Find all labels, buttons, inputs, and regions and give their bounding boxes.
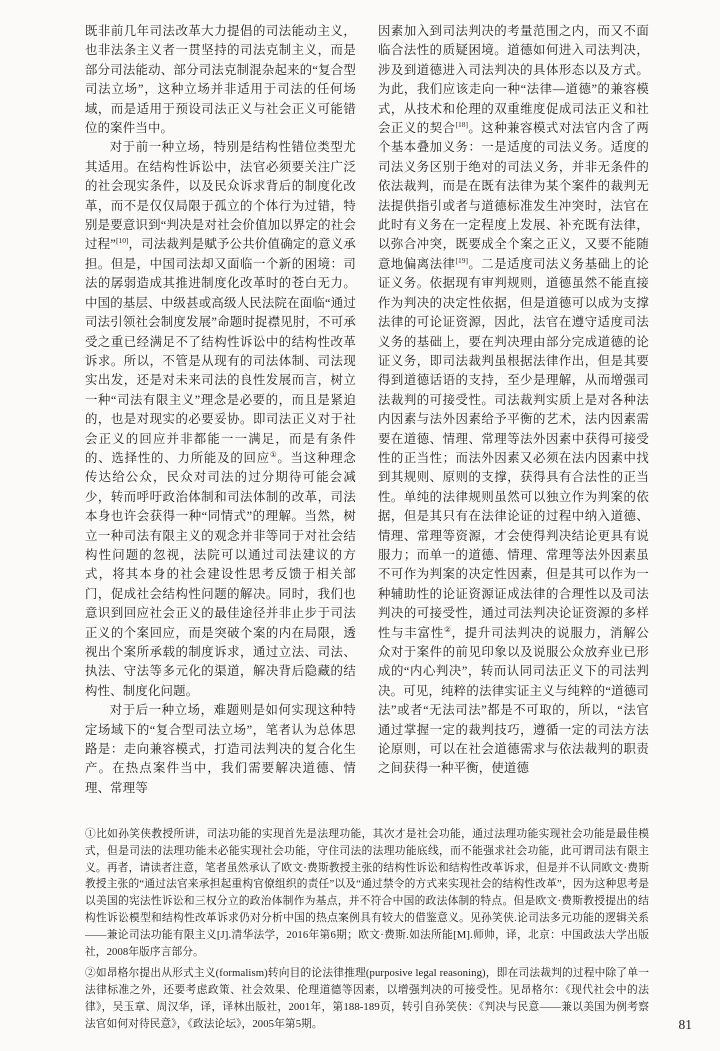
footnote-ref: ① [269,449,278,459]
footnote-ref: [18] [455,119,469,129]
footnote: ②如昂格尔提出从形式主义(formalism)转向目的论法律推理(purposive legal reasoning)，即在司法裁判的过程中除了单一法律标准之外，还要考虑政策、社会效果、伦理道德等因素，以增强判决的可接受性。见昂格尔：《现代社会中的法律》，吴玉章、周汉华，译，译林出版社，2001年，第188-189页，转引自孙笑侠：《判决与民意——兼以美国为例考察法官如何对待民意》，《政法论坛》，2005年第5期。 [85,967,649,1030]
text-column-left [85,22,356,798]
footnote-ref: [19] [455,255,469,265]
paragraph: 对于前一种立场，特别是结构性错位类型尤其适用。在结构性诉讼中，法官必须要关注广泛的社会现实条件，以及民众诉求背后的制度化改革，而不是仅仅局限于孤立的个体行为过错，特别是要意识到“判决是对社会价值加以界定的社会过程”[10]，司法裁判是赋予公共价值确定的意义承担。但是，中国司法却又面临一个新的困境：司法的孱弱造成其推进制度化改革时的苍白无力。中国的基层、中级甚或高级人民法院在面临“通过司法引领社会制度发展”命题时捉襟见肘，不可承受之重已经满足不了结构性诉讼中的结构性改革诉求。所以，不管是从现有的司法体制、司法现实出发，还是对未来司法的良性发展而言，树立一种“司法有限主义”理念是必要的，而且是紧迫的，也是对现实的必要妥协。即司法正义对于社会正义的回应并非都能一一满足，而是有条件的、选择性的、力所能及的回应①。当这种理念传达给公众，民众对司法的过分期待可能会减少，转而呼吁政治体制和司法体制的改革，司法本身也许会获得一种“同情式”的理解。当然，树立一种司法有限主义的观念并非等同于对社会结构性问题的忽视，法院可以通过司法建议的方式，将其本身的社会建设性思考反馈于相关部门，促成社会结构性问题的解决。同时，我们也意识到回应社会正义的最佳途径并非止步于司法正义的个案回应，而是突破个案的内在局限，透视出个案所承载的制度诉求，通过立法、司法、执法、守法等多元化的渠道，解决背后隐藏的结构性、制度化问题。 [85,140,356,698]
paragraph: 因素加入到司法判决的考量范围之内，而又不面临合法性的质疑困境。道德如何进入司法判决，涉及到道德进入司法判决的具体形态以及方式。为此，我们应该走向一种“法律—道德”的兼容模式，从技术和伦理的双重维度促成司法正义和社会正义的契合[18]。这种兼容模式对法官内含了两个基本叠加义务：一是适度的司法义务。适度的司法义务区别于绝对的司法义务，并非无条件的依法裁判，而是在既有法律为某个案件的裁判无法提供指引或者与道德标准发生冲突时，法官在此时有义务在一定程度上发展、补充既有法律，以弥合冲突，既要成全个案之正义，又要不能随意地偏离法律[19]。二是适度司法义务基础上的论证义务。依据现有审判规则，道德虽然不能直接作为判决的决定性依据，但是道德可以成为支撑法律的可论证资源，因此，法官在遵守适度司法义务的基础上，要在判决理由部分完成道德的论证义务，即司法裁判虽根据法律作出，但是其要得到道德话语的支持，至少是理解，从而增强司法裁判的可接受性。司法裁判实质上是对各种法内因素与法外因素给予平衡的艺术，法内因素需要在道德、情理、常理等法外因素中获得可接受性的正当性；而法外因素又必须在法内因素中找到其规则、原则的支撑，获得具有合法性的正当性。单纯的法律规则虽然可以独立作为判案的依据，但是其只有在法律论证的过程中纳入道德、情理、常理等资源，才会使得判决结论更具有说服力；而单一的道德、情理、常理等法外因素虽不可作为判案的决定性因素，但是其可以作为一种辅助性的论证资源证成法律的合理性以及司法判决的可接受性，通过司法判决论证资源的多样性与丰富性②，提升司法判决的说服力，消解公众对于案件的前见印象以及说服公众放弃业已形成的“内心判决”，转而认同司法正义下的司法判决。可见，纯粹的法律实证主义与纯粹的“道德司法”或者“无法司法”都是不可取的，所以，“法官通过掌握一定的裁判技巧，遵循一定的司法方法论原则，可以在社会道德需求与依法裁判的职责之间获得一种平衡，使道德 [378,24,650,776]
footnote-ref: ② [444,624,452,634]
footnotes-section [85,826,649,1033]
paragraph: 既非前几年司法改革大力提倡的司法能动主义，也非法条主义者一贯坚持的司法克制主义，而是部分司法能动、部分司法克制混杂起来的“复合型司法立场”，这种立场并非适用于司法的任何场域，而是适用于预设司法正义与社会正义可能错位的案件当中。 [85,24,356,136]
paragraph: 对于后一种立场，难题则是如何实现这种特定场域下的“复合型司法立场”，笔者认为总体思路是：走向兼容模式，打造司法判决的复合化生产。在热点案件当中，我们需要解决道德、情理、常理等 [85,703,356,795]
article-body [85,22,649,798]
footnote-ref: [10] [115,236,129,246]
text-column-right [378,22,649,798]
page-number: 81 [678,1017,692,1032]
footnote: ①比如孙笑侠教授所讲，司法功能的实现首先是法理功能，其次才是社会功能，通过法理功能实现社会功能是最佳模式，但是司法的法理功能未必能实现社会功能，守住司法的法理功能底线，而不能强求社会功能，此可谓司法有限主义。再者，请读者注意，笔者虽然承认了欧文·费斯教授主张的结构性诉讼和结构性改革诉求，但是并不认同欧文·费斯教授主张的“通过法官来承担起重构官僚组织的责任”以及“通过禁令的方式来实现社会的结构性改革”，因为这种思考是以美国的宪法性诉讼和三权分立的政治体制作为基点，并不符合中国的政法体制的特点。但是欧文·费斯教授提出的结构性诉讼模型和结构性改革诉求仍对分析中国的热点案例具有较大的借鉴意义。见孙笑侠.论司法多元功能的逻辑关系——兼论司法功能有限主义[J].清华法学，2016年第6期；欧文·费斯.如法所能[M].师帅，译，北京：中国政法大学出版社，2008年版序言部分。 [85,828,649,958]
